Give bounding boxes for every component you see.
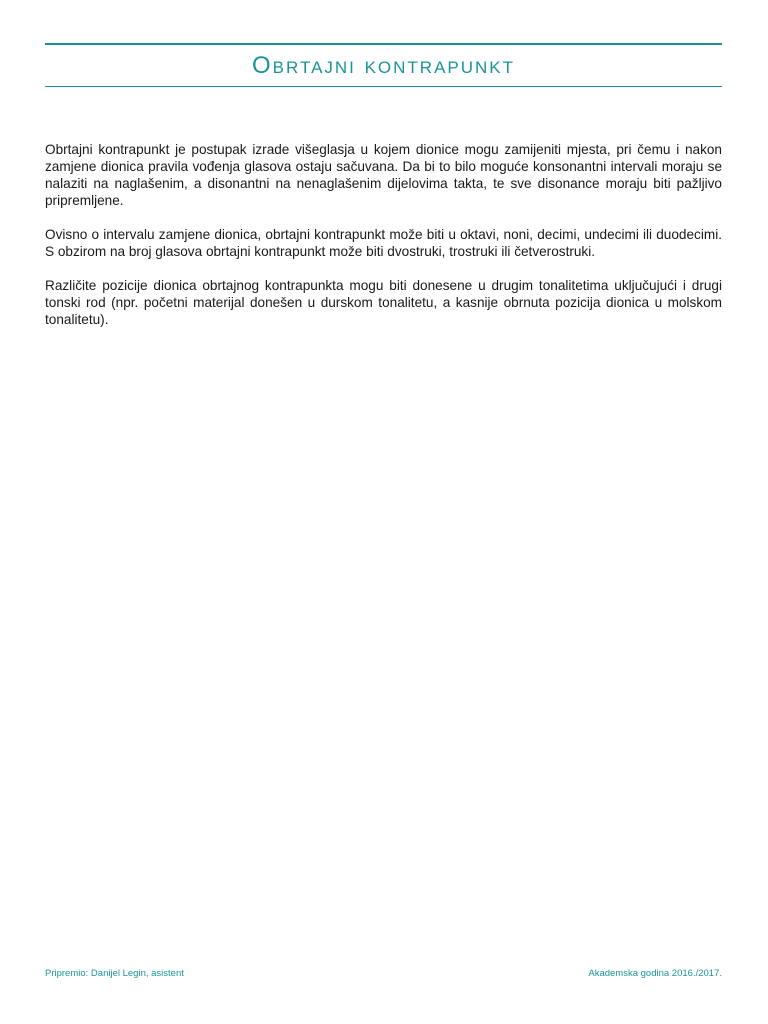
- page-footer: [45, 968, 722, 979]
- page-title: Obrtajni kontrapunkt: [251, 51, 516, 79]
- document-body: [45, 141, 722, 345]
- footer-author: Pripremio: Danijel Legin, asistent: [45, 968, 184, 979]
- footer-academic-year: Akademska godina 2016./2017.: [588, 968, 722, 979]
- paragraph-interval-types: Ovisno o intervalu zamjene dionica, obrtajni kontrapunkt može biti u oktavi, noni, decimi, undecimi ili duodecimi. S obzirom na broj glasova obrtajni kontrapunkt može biti dvostruki, trostruki ili četverostruki.: [45, 227, 722, 259]
- page-header: [45, 43, 722, 87]
- paragraph-tonality: Različite pozicije dionica obrtajnog kontrapunkta mogu biti donesene u drugim tonalitetima uključujući i drugi tonski rod (npr. početni materijal donešen u durskom tonalitetu, a kasnije obrnuta pozicija dionica u molskom tonalitetu).: [45, 278, 722, 327]
- paragraph-definition: Obrtajni kontrapunkt je postupak izrade višeglasja u kojem dionice mogu zamijeniti mjesta, pri čemu i nakon zamjene dionica pravila vođenja glasova ostaju sačuvana. Da bi to bilo moguće konsonantni intervali moraju se nalaziti na naglašenim, a disonantni na nenaglašenim dijelovima takta, te sve disonance moraju biti pažljivo pripremljene.: [45, 142, 722, 208]
